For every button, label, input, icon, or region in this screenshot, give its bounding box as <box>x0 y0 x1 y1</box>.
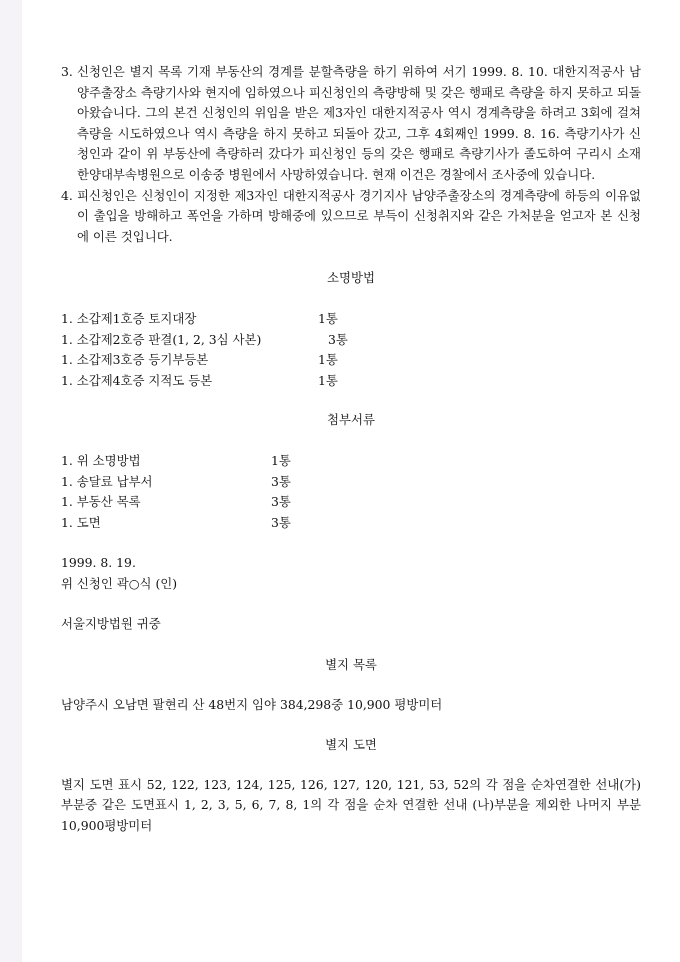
attachment-count: 3통 <box>271 514 291 530</box>
attachments-list <box>61 451 641 533</box>
evidence-row <box>61 371 641 392</box>
evidence-count: 1통 <box>318 372 338 388</box>
evidence-label: 1. 소갑제4호증 지적도 등본 <box>61 372 213 388</box>
attachment-count: 3통 <box>271 494 291 510</box>
filing-date: 1999. 8. 19. <box>61 555 136 571</box>
evidence-row <box>61 350 641 371</box>
claim-item-4 <box>61 186 641 248</box>
evidence-count: 1통 <box>318 352 338 368</box>
claim-text: 신청인은 별지 목록 기재 부동산의 경계를 분할측량을 하기 위하여 서기 1999. 8. 10. 대한지적공사 남양주출장소 측량기사와 현지에 임하였으나 피신청인의 측량방해 및 갖은 행패로 측량을 하지 못하고 되돌아왔습니다. 그의 본건 신청인의 위임을 받은 제3자인 대한지적공사 역시 경계측량을 하려고 3회에 걸쳐 측량을 시도하였으나 역시 측량을 하지 못하고 되돌아 갔고, 그후 4회째인 1999. 8. 16. 측량기사가 신청인과 같이 위 부동산에 측량하러 갔다가 피신청인 등의 갖은 행패로 측량기사가 졸도하여 구리시 소재 한양대부속병원으로 이송중 병원에서 사망하였습니다. 현재 이건은 경찰에서 조사중에 있습니다. <box>77 64 641 182</box>
claim-number: 4. <box>61 187 73 203</box>
drawing-heading: 별지 도면 <box>325 737 377 753</box>
attachment-label: 1. 송달료 납부서 <box>61 473 153 489</box>
evidence-label: 1. 소갑제2호증 판결(1, 2, 3심 사본) <box>61 331 262 347</box>
claim-number: 3. <box>61 64 73 79</box>
attachment-label: 1. 도면 <box>61 514 101 530</box>
attachments-heading: 첨부서류 <box>327 412 375 428</box>
document-body <box>61 62 641 837</box>
attachment-count: 3통 <box>271 473 291 489</box>
attachment-count: 1통 <box>271 452 291 468</box>
applicant-signature: 위 신청인 곽○식 (인) <box>61 575 178 591</box>
evidence-heading: 소명방법 <box>327 270 375 286</box>
property-list-heading: 별지 목록 <box>325 657 377 673</box>
claim-item-3 <box>61 62 641 186</box>
document-page <box>22 0 680 962</box>
property-description: 남양주시 오남면 팔현리 산 48번지 임야 384,298중 10,900 평방미터 <box>61 696 443 712</box>
court-addressee: 서울지방법원 귀중 <box>61 616 161 632</box>
evidence-row <box>61 309 641 330</box>
claim-text: 피신청인은 신청인이 지정한 제3자인 대한지적공사 경기지사 남양주출장소의 경계측량에 하등의 이유없이 출입을 방해하고 폭언을 가하며 방해중에 있으므로 부득이 신청취지와 같은 가처분을 얻고자 본 신청에 이른 것입니다. <box>77 187 641 244</box>
evidence-count: 3통 <box>328 331 348 347</box>
attachment-row <box>61 492 641 513</box>
attachment-label: 1. 위 소명방법 <box>61 452 141 468</box>
attachment-row <box>61 472 641 493</box>
evidence-row <box>61 330 641 351</box>
evidence-label: 1. 소갑제1호증 토지대장 <box>61 310 197 326</box>
evidence-label: 1. 소갑제3호증 등기부등본 <box>61 352 209 368</box>
attachment-row <box>61 513 641 534</box>
drawing-description: 별지 도면 표시 52, 122, 123, 124, 125, 126, 127, 120, 121, 53, 52의 각 점을 순차연결한 선내(가) 부분중 같은 도면표시 1, 2, 3, 5, 6, 7, 8, 1의 각 점을 순차 연결한 선내 (나)부분을 제외한 나머지 부분 10,900평방미터 <box>61 776 641 834</box>
attachment-label: 1. 부동산 목록 <box>61 494 141 510</box>
attachment-row <box>61 451 641 472</box>
evidence-list <box>61 309 641 391</box>
evidence-count: 1통 <box>318 310 338 326</box>
